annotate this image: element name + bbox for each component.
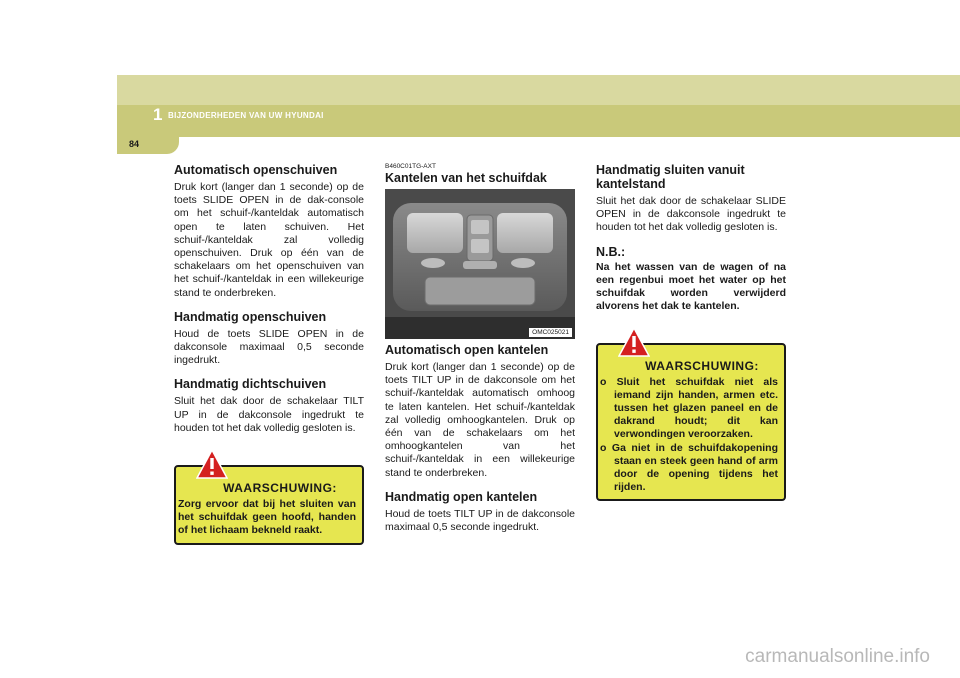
para-manual-open-slide: Houd de toets SLIDE OPEN in de dakconsole maximaal 0,5 seconde ingedrukt. bbox=[174, 327, 364, 367]
warning-list bbox=[600, 376, 778, 495]
overhead-console-photo bbox=[385, 189, 575, 339]
column-middle bbox=[385, 163, 575, 544]
page-number-tab bbox=[117, 137, 179, 154]
header-highlight bbox=[117, 75, 960, 105]
warning-item: o Ga niet in de schuifdakopening staan en steek geen hand of arm door de opening tijdens het rijden. bbox=[600, 441, 778, 494]
warning-item: o Sluit het schuifdak niet als iemand zijn handen, armen etc. tussen het glazen paneel en de dakrand houdt; dit kan verwondingen veroorzaken. bbox=[600, 375, 778, 441]
para-manual-close-slide: Sluit het dak door de schakelaar TILT UP in de dakconsole ingedrukt te houden tot het dak volledig gesloten is. bbox=[174, 395, 364, 434]
heading-auto-tilt: Automatisch open kantelen bbox=[385, 343, 549, 357]
heading-manual-tilt: Handmatig open kantelen bbox=[385, 489, 538, 504]
heading-manual-open-slide: Handmatig openschuiven bbox=[174, 309, 327, 324]
warning-title: WAARSCHUWING: bbox=[223, 481, 337, 496]
note-text: Na het wassen van de wagen of na een regenbui moet het water op het schuifdak worden verwijderd alvorens het dak te kantelen. bbox=[596, 260, 786, 312]
warning-icon bbox=[618, 327, 650, 357]
para-auto-open-slide: Druk kort (langer dan 1 seconde) op de toets SLIDE OPEN in de dak-console om het schuif-/kanteldak automatisch open te laten schuiven. Het schuif-/kanteldak zal volledig openschuiven. Druk op één van de schakelaars om het openschuiven van het schuif-/kanteldak in een willekeurige stand te onderbreken. bbox=[174, 181, 364, 299]
warning-box-left bbox=[174, 465, 364, 545]
figure-caption: OMC025021 bbox=[529, 328, 572, 337]
overhead-console-illustration bbox=[385, 189, 575, 339]
heading-manual-close-tilt: Handmatig sluiten vanuit kantelstand bbox=[596, 163, 745, 191]
watermark: carmanualsonline.info bbox=[745, 646, 930, 667]
column-left bbox=[174, 163, 364, 545]
chapter-header bbox=[117, 75, 960, 137]
warning-box-right bbox=[596, 343, 786, 502]
section-code: B460C01TG-AXT bbox=[385, 163, 436, 170]
column-right bbox=[596, 163, 786, 501]
warning-icon bbox=[196, 449, 228, 479]
heading-auto-open-slide: Automatisch openschuiven bbox=[174, 163, 338, 177]
para-auto-tilt: Druk kort (langer dan 1 seconde) op de toets TILT UP in de dakconsole om het schuif-/kanteldak automatisch omhoog te laten kantelen. Het schuif-/kanteldak zal volledig omhoogkantelen. Druk op één van de schakelaars om het omhoogkantelen van het schuif-/kanteldak in een willekeurige stand te onderbreken. bbox=[385, 361, 575, 479]
heading-tilt-sunroof: Kantelen van het schuifdak bbox=[385, 171, 547, 185]
note-title: N.B.: bbox=[596, 244, 626, 259]
page-number: 84 bbox=[129, 139, 140, 149]
heading-manual-close-slide: Handmatig dichtschuiven bbox=[174, 377, 327, 392]
warning-text: Zorg ervoor dat bij het sluiten van het schuifdak geen hoofd, handen of het lichaam bekneld raakt. bbox=[178, 498, 356, 537]
para-manual-close-tilt: Sluit het dak door de schakelaar SLIDE OPEN in de dakconsole ingedrukt te houden tot het dak volledig gesloten is. bbox=[596, 195, 786, 234]
warning-title: WAARSCHUWING: bbox=[645, 358, 759, 373]
para-manual-tilt: Houd de toets TILT UP in de dakconsole maximaal 0,5 seconde ingedrukt. bbox=[385, 507, 575, 534]
section-title: BIJZONDERHEDEN VAN UW HYUNDAI bbox=[168, 111, 324, 120]
chapter-number: 1 bbox=[153, 105, 163, 124]
